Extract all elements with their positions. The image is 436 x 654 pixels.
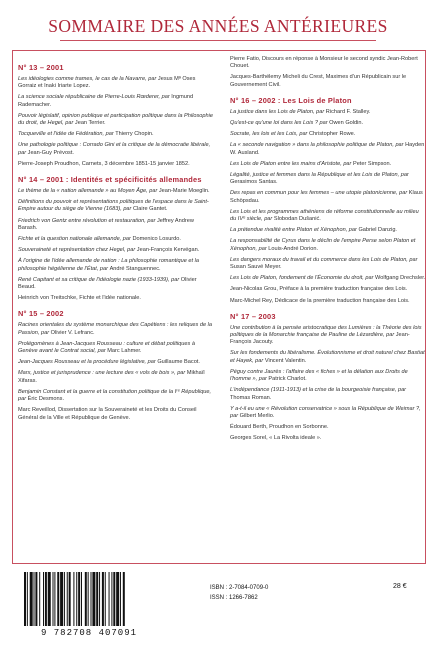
contents-entry <box>18 359 214 366</box>
entry-title: Y a-t-il eu une « Révolution conservatrice » sous la République de Weimar ?, par <box>230 405 421 419</box>
contents-entry <box>18 389 214 403</box>
entry-title: Racines orientales du système monarchique des Capétiens : les reliques de la Passion, par <box>18 322 213 336</box>
barcode-bar <box>48 572 51 626</box>
barcode-bar <box>34 572 35 626</box>
entry-title: Une contribution à la pensée aristocratique des Lumières : la Théorie des lois politiques de la Monarchie française de Pauline de Lézardière, par <box>230 324 422 339</box>
contents-entry <box>230 161 426 168</box>
entry-author: Éric Desmons. <box>27 396 65 403</box>
barcode-bar <box>30 572 33 626</box>
entry-title: La prétendue rivalité entre Platon et Xénophon, par <box>230 227 359 234</box>
entry-author: Thomas Roman. <box>230 394 272 401</box>
issue-heading: N° 17 – 2003 <box>230 311 276 321</box>
barcode-bar <box>123 572 125 626</box>
entry-title: Le thème de la « nation allemande » au Moyen Âge, par <box>18 188 159 195</box>
entry-title: Marx, justice et jurisprudence : une lecture des « vols de bois », par <box>18 370 187 377</box>
entry-title: Benjamin Constant et la guerre et la constitution politique de la Iʳᵉ République, par <box>18 388 212 403</box>
left-column <box>18 56 214 426</box>
entry-title: Friedrich von Gentz entre révolution et restauration, par <box>18 217 157 224</box>
title-divider <box>60 40 376 41</box>
entry-title: Les Lois de Platon, fondement de l'Économie du droit, par <box>230 275 376 282</box>
entry-title: Sur les fondements du libéralisme. Évolutionnisme et droit naturel chez Bastiat et Hayek, par <box>230 350 425 364</box>
isbn-block <box>210 583 268 603</box>
entry-author: Christopher Rowe. <box>308 131 356 138</box>
entry-author: Jean-François Kervégan. <box>136 247 200 254</box>
entry-title: Définitions du pouvoir et représentations politiques de l'espace dans le Saint-Empire autour du siège de Vienne (1683), par <box>18 199 209 213</box>
barcode-bar <box>64 572 65 626</box>
barcode-bar <box>120 572 121 626</box>
contents-entry <box>18 76 214 90</box>
contents-entry <box>230 238 426 252</box>
contents-entry <box>230 325 426 347</box>
contents-entry <box>230 298 426 305</box>
entry-author: Patrick Charlot. <box>268 376 307 383</box>
contents-entry <box>230 227 426 234</box>
entry-author: Peter Simpson. <box>352 160 392 167</box>
barcode-bar <box>91 572 92 626</box>
entry-document: Heinrich von Treitschke, Fichte et l'idée nationale. <box>18 295 141 302</box>
barcode-bar <box>113 572 115 626</box>
entry-author: Olivier Beaud. <box>18 276 197 291</box>
barcode-bar <box>96 572 98 626</box>
entry-title: Tocqueville et l'idée de Fédération, par <box>18 131 116 138</box>
barcode-bar <box>78 572 80 626</box>
issn-label: ISSN : 1266-7862 <box>210 595 258 601</box>
barcode-bar <box>102 572 104 626</box>
contents-entry <box>18 236 214 243</box>
contents-entry <box>230 109 426 116</box>
page-title: SOMMAIRE DES ANNÉES ANTÉRIEURES <box>48 16 388 36</box>
barcode-bar <box>85 572 87 626</box>
entry-title: Pouvoir législatif, opinion publique et participation politique dans la Philosophie du droit, de Hegel, par <box>18 112 213 127</box>
barcode-bar <box>60 572 63 626</box>
contents-entry <box>230 209 426 223</box>
barcode-bar <box>111 572 112 626</box>
entry-title: Les dangers moraux du travail et du commerce dans les Lois de Platon, par <box>230 256 418 263</box>
contents-entry <box>230 275 426 282</box>
entry-title: René Capitant et sa critique de l'idéologie nazie (1933-1939), par <box>18 276 181 283</box>
entry-author: Jean-Marie Moeglin. <box>158 188 210 195</box>
entry-title: La justice dans les Lois de Platon, par <box>230 108 326 115</box>
contents-entry <box>230 131 426 138</box>
contents-entry <box>18 407 214 421</box>
entry-title: Légalité, justice et femmes dans la République et les Lois de Platon, par <box>230 172 409 179</box>
issue-heading: N° 15 – 2002 <box>18 309 64 319</box>
entry-title: Les idéologies comme trames, le cas de la Navarre, par <box>18 76 158 82</box>
contents-entry <box>18 258 214 272</box>
barcode-bar <box>92 572 95 626</box>
contents-entry <box>230 190 426 204</box>
entry-document: Pierre-Joseph Proudhon, Carnets, 3 décembre 1851-15 janvier 1852. <box>18 160 190 167</box>
contents-entry <box>230 387 426 401</box>
entry-title: Une pathologie politique : Corrado Gini et la critique de la démocratie libérale, par <box>18 142 211 156</box>
entry-title: Les Lois et les programmes athéniens de réforme constitutionnelle au milieu du IVᵉ siècle, par <box>230 208 419 223</box>
entry-title: La « seconde navigation » dans la philosophie politique de Platon, par <box>230 142 406 149</box>
contents-entry <box>18 199 214 213</box>
barcode-bar <box>53 572 54 626</box>
entry-author: Mikhaïl Xifaras. <box>18 370 205 384</box>
entry-author: Gilbert Merlio. <box>239 412 275 419</box>
entry-title: À l'origine de l'idée allemande de nation : La philosophie romantique et la philosophie hégélienne de l'État, par <box>18 258 199 272</box>
barcode-bar <box>24 572 26 626</box>
entry-author: Jean-Guy Prévost. <box>27 149 74 156</box>
contents-entry <box>230 120 426 127</box>
contents-entry <box>230 286 426 293</box>
entry-author: Olivier V. Lefranc. <box>50 329 95 336</box>
entry-title: Péguy contre Jaurès : l'affaire des « fiches » et la délation aux Droits de l'homme », par <box>230 368 408 383</box>
contents-entry <box>230 424 426 431</box>
barcode-bar <box>35 572 37 626</box>
barcode-bar <box>109 572 110 626</box>
barcode-bar <box>69 572 71 626</box>
entry-author: André Stanguennec. <box>109 265 161 272</box>
contents-entry <box>18 161 214 168</box>
barcode-bar <box>88 572 89 626</box>
barcode-bar <box>45 572 47 626</box>
barcode-bar <box>73 572 74 626</box>
entry-author: Hayden W. Ausland. <box>230 142 425 156</box>
entry-document: Édouard Berth, Proudhon en Sorbonne. <box>230 424 329 431</box>
entry-author: Marc Lahmer. <box>107 348 142 355</box>
entry-document: Marc Reveillod, Dissertation sur la Souveraineté et les Droits du Conseil Général de la Ville et République de Genève. <box>18 407 197 421</box>
contents-entry <box>230 172 426 186</box>
barcode-bar <box>76 572 77 626</box>
entry-title: Souveraineté et représentation chez Hegel, par <box>18 247 137 254</box>
isbn-label: ISBN : 2-7084-0709-0 <box>210 585 269 591</box>
contents-entry <box>230 406 426 420</box>
entry-document: Marc-Michel Rey, Dédicace de la première traduction française des Lois. <box>230 297 410 304</box>
barcode-bar <box>105 572 106 626</box>
entry-author: Gerasimos Santas. <box>230 179 278 186</box>
contents-entry <box>18 247 214 254</box>
barcode-number: 9 782708 407091 <box>40 628 137 638</box>
entry-document: Georges Sorel, « La Rivolta ideale ». <box>230 435 322 442</box>
barcode-block <box>14 570 164 642</box>
entry-author: Gabriel Danzig. <box>358 227 397 234</box>
entry-author: Klaus Schöpsdau. <box>230 190 423 204</box>
entry-author: Jeffrey Andrew Barash. <box>18 217 194 231</box>
contents-entry <box>230 257 426 271</box>
entry-author: Thierry Chopin. <box>115 131 154 138</box>
contents-entry <box>18 295 214 302</box>
entry-author: Wolfgang Drechsler. <box>375 275 426 282</box>
entry-title: Les Lois de Platon entre les mains d'Aristote, par <box>230 160 353 167</box>
contents-entry <box>18 94 214 108</box>
contents-entry <box>230 435 426 442</box>
contents-entry <box>230 350 426 364</box>
entry-author: Richard F. Stalley. <box>325 108 371 115</box>
entry-author: Guillaume Bacot. <box>157 359 200 366</box>
contents-entry <box>230 56 426 70</box>
barcode-bar <box>99 572 100 626</box>
barcode-bar <box>27 572 28 626</box>
barcode-bar <box>81 572 82 626</box>
entry-author: Ingmund Rademacher. <box>18 94 194 108</box>
entry-author: Vincent Valentin. <box>264 357 307 364</box>
entry-document: Jacques-Barthélemy Micheli du Crest, Maximes d'un Républicain sur le Gouvernement Civil. <box>230 74 407 88</box>
contents-entry <box>18 113 214 127</box>
entry-title: L'indépendance (1911-1913) et la crise de la bourgeoisie française, par <box>230 387 407 394</box>
entry-author: Louis-André Dorion. <box>268 245 319 252</box>
barcode-bar <box>54 572 55 626</box>
barcode-bar <box>57 572 59 626</box>
entry-author: Jean Terrier. <box>74 120 106 127</box>
contents-entry <box>18 370 214 384</box>
entry-title: La responsabilité de Cyrus dans le déclin de l'empire Perse selon Platon et Xénophon, par <box>230 238 416 252</box>
barcode-bar <box>116 572 119 626</box>
entry-author: Claire Gantet. <box>132 206 168 213</box>
entry-document: Jean-Nicolas Grou, Préface à la première traduction française des Lois. <box>230 286 408 293</box>
entry-author: Owen Goldin. <box>329 120 364 127</box>
contents-entry <box>230 142 426 156</box>
entry-title: Socrate, les lois et les Lois, par <box>230 131 309 138</box>
issue-heading: N° 13 – 2001 <box>18 63 64 72</box>
entry-author: Susan Sauvé Meyer. <box>230 264 282 271</box>
contents-entry <box>18 277 214 291</box>
entry-author: Domenico Losurdo. <box>132 236 181 243</box>
barcode-image <box>22 572 152 626</box>
contents-entry <box>18 218 214 232</box>
barcode-bar <box>43 572 44 626</box>
entry-title: Prolégomènes à Jean-Jacques Rousseau : culture et débat politiques à Genève avant le Contrat social, par <box>18 340 195 355</box>
contents-entry <box>18 341 214 355</box>
contents-entry <box>18 131 214 138</box>
barcode-bar <box>39 572 40 626</box>
entry-title: La science sociale républicaine de Pierre-Louis Rœderer, par <box>18 94 172 101</box>
entry-document: Pierre Fatio, Discours en réponse à Monsieur le second syndic Jean-Robert Chouet. <box>230 56 418 70</box>
entry-author: Slobodan Dušanić. <box>273 216 321 223</box>
contents-entry <box>18 142 214 156</box>
entry-title: Qu'est-ce qu'une loi dans les Lois ? par <box>230 120 330 127</box>
contents-entry <box>230 74 426 88</box>
entry-title: Jean-Jacques Rousseau et la procédure législative, par <box>18 359 158 366</box>
contents-entry <box>18 188 214 195</box>
contents-entry <box>18 322 214 336</box>
entry-title: Fichte et la question nationale allemande, par <box>18 236 133 243</box>
price-label: 28 € <box>393 583 407 590</box>
entry-author: Jean-François Jacouty. <box>230 332 410 346</box>
entry-author: Jesus Mª Oses Gorraiz et Inaki Iriarte Lopez. <box>18 76 196 90</box>
contents-entry <box>230 369 426 383</box>
right-column <box>230 56 426 447</box>
entry-title: Des repas en commun pour les femmes – une utopie platonicienne, par <box>230 190 409 197</box>
issue-heading: N° 16 – 2002 : Les Lois de Platon <box>230 95 352 105</box>
issue-heading: N° 14 – 2001 : Identités et spécificités allemandes <box>18 175 202 185</box>
barcode-bar <box>67 572 68 626</box>
